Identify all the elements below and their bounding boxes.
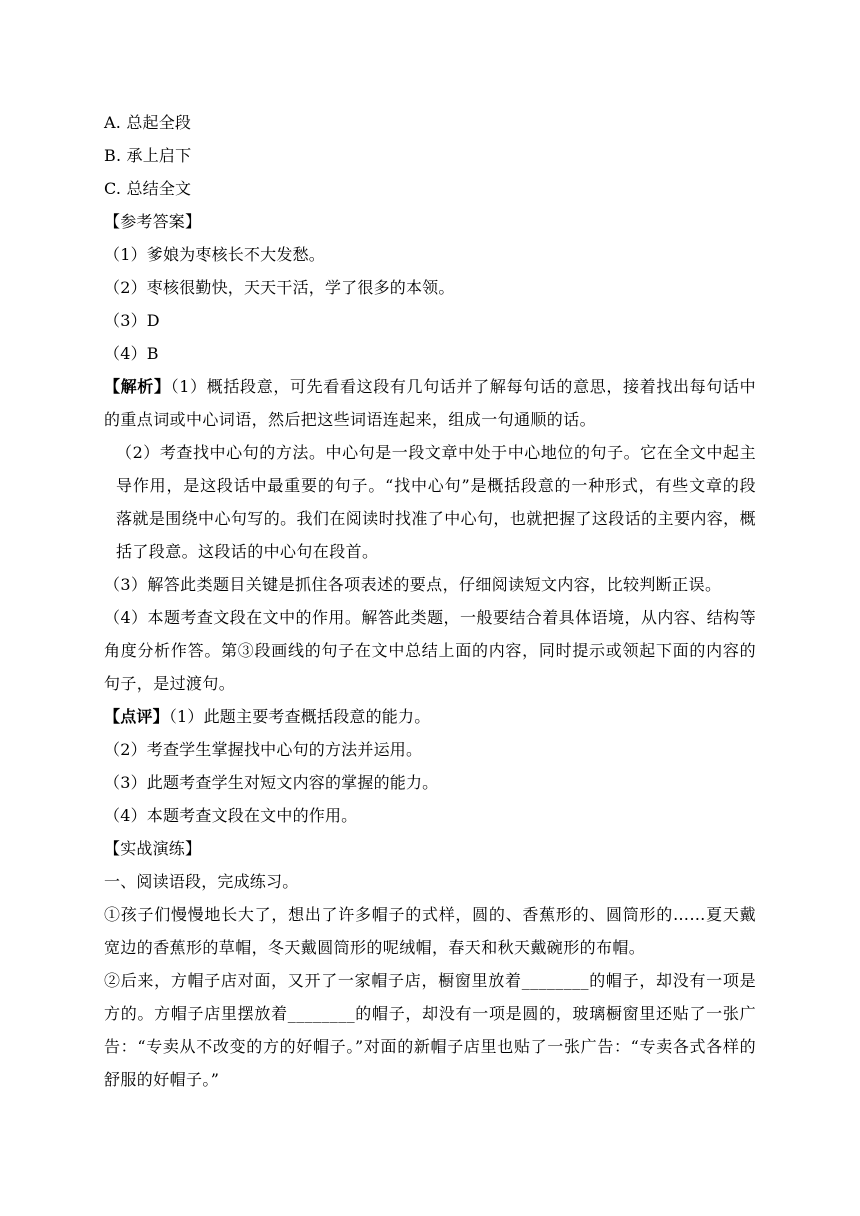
option-b: B. 承上启下 bbox=[104, 146, 192, 165]
document-content bbox=[104, 106, 756, 1096]
answer-2: （2）枣核很勤快，天天干活，学了很多的本领。 bbox=[104, 278, 455, 297]
comment-item-4: （4）本题考查文段在文中的作用。 bbox=[104, 806, 358, 825]
practice-instruction: 一、阅读语段，完成练习。 bbox=[104, 872, 299, 891]
answer-heading: 【参考答案】 bbox=[104, 212, 202, 231]
answer-4: （4）B bbox=[104, 344, 159, 363]
analysis-text-1: （1）概括段意，可先看看这段有几句话并了解每句话的意思，接着找出每句话中的重点词或中心词语，然后把这些词语连起来，组成一句通顺的话。 bbox=[104, 377, 756, 429]
practice-heading: 【实战演练】 bbox=[104, 839, 202, 858]
comment-line-1 bbox=[104, 700, 756, 733]
practice-paragraph-1: ①孩子们慢慢地长大了，想出了许多帽子的式样，圆的、香蕉形的、圆筒形的……夏天戴宽边的香蕉形的草帽，冬天戴圆筒形的呢绒帽，春天和秋天戴碗形的布帽。 bbox=[104, 905, 756, 957]
option-c: C. 总结全文 bbox=[104, 179, 192, 198]
comment-item-3: （3）此题考查学生对短文内容的掌握的能力。 bbox=[104, 773, 439, 792]
practice-paragraph-2: ②后来，方帽子店对面，又开了一家帽子店，橱窗里放着________的帽子，却没有一项是方的。方帽子店里摆放着________的帽子，却没有一项是圆的，玻璃橱窗里还贴了一张广告：“专卖从不改变的方的好帽子。”对面的新帽子店里也贴了一张广告：“专卖各式各样的舒服的好帽子。” bbox=[104, 971, 756, 1089]
analysis-paragraph-3: （3）解答此类题目关键是抓住各项表述的要点，仔细阅读短文内容，比较判断正误。 bbox=[104, 575, 722, 594]
analysis-paragraph-4: （4）本题考查文段在文中的作用。解答此类题，一般要结合着具体语境，从内容、结构等角度分析作答。第③段画线的句子在文中总结上面的内容，同时提示或领起下面的内容的句子，是过渡句。 bbox=[104, 608, 756, 693]
comment-item-2: （2）考查学生掌握找中心句的方法并运用。 bbox=[104, 740, 423, 759]
option-a: A. 总起全段 bbox=[104, 113, 192, 132]
analysis-paragraph-2: （2）考查找中心句的方法。中心句是一段文章中处于中心地位的句子。它在全文中起主导作用，是这段话中最重要的句子。“找中心句”是概括段意的一种形式，有些文章的段落就是围绕中心句写的。我们在阅读时找准了中心句，也就把握了这段话的主要内容，概括了段意。这段话的中心句在段首。 bbox=[116, 443, 756, 561]
comment-item-1: （1）此题主要考查概括段意的能力。 bbox=[168, 707, 431, 726]
answer-1: （1）爹娘为枣核长不大发愁。 bbox=[104, 245, 325, 264]
analysis-heading: 【解析】 bbox=[104, 377, 171, 396]
comment-heading: 【点评】 bbox=[104, 707, 169, 726]
analysis-paragraph-1 bbox=[104, 370, 756, 436]
answer-3: （3）D bbox=[104, 311, 160, 330]
